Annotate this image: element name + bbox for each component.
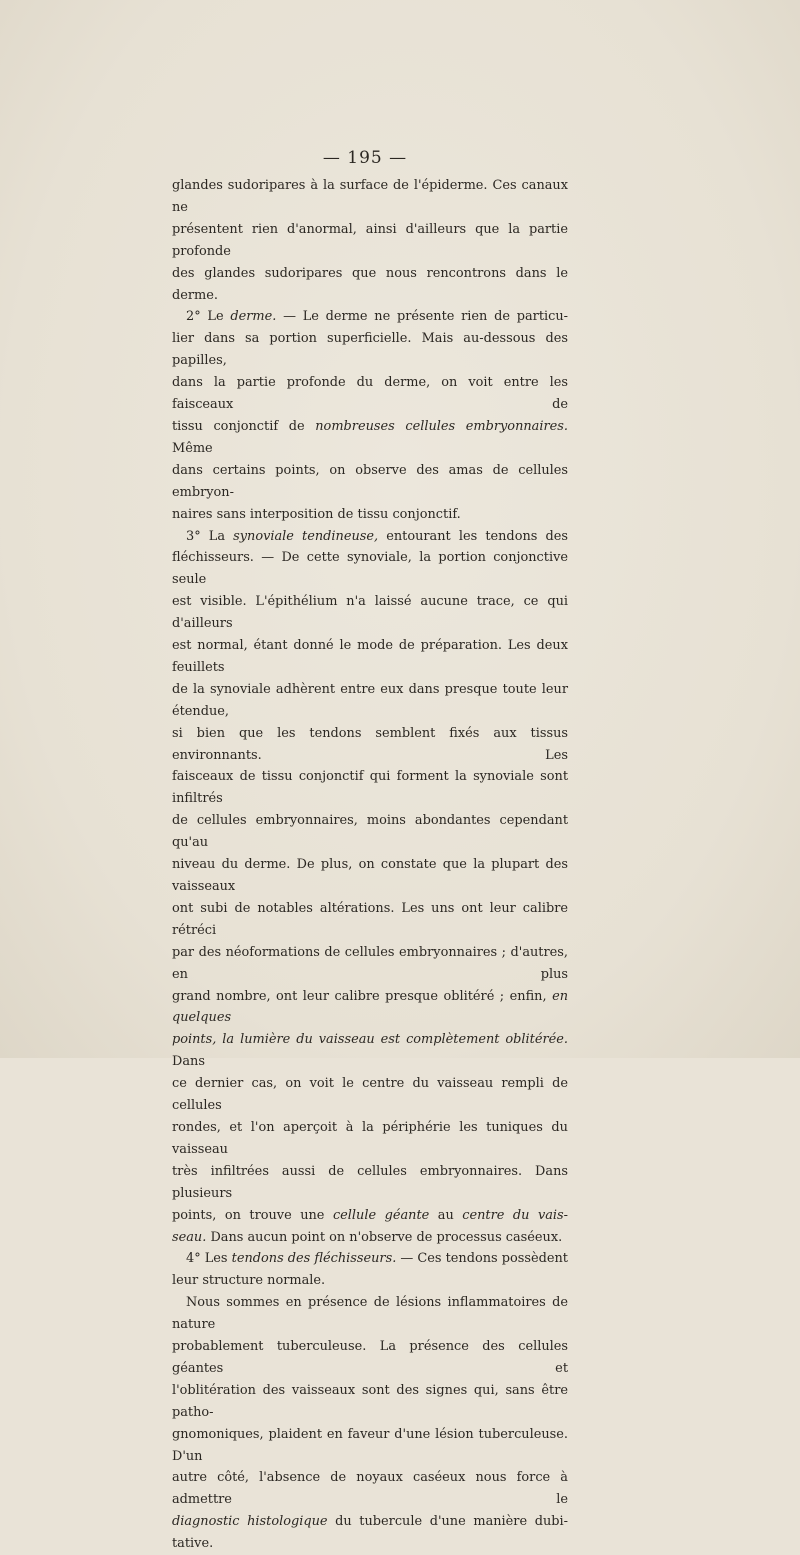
text-run: leur structure normale.	[172, 1273, 326, 1289]
text-run: Même	[172, 440, 213, 456]
text-run: tissu conjonctif de	[172, 418, 316, 434]
text-run: lier dans sa portion superficielle. Mais au-dessous des papilles,	[172, 331, 568, 369]
text-line	[172, 986, 568, 1030]
text-run: par des néoformations de cellules embryonnaires ; d'autres, en plus	[172, 944, 568, 982]
text-run: 3° La	[186, 528, 234, 544]
text-run: 2° Le	[186, 309, 231, 325]
text-run: dans certains points, on observe des amas de cellules embryon-	[172, 462, 568, 500]
text-run: Nous sommes en présence de lésions inflammatoires de nature	[172, 1295, 568, 1333]
text-line	[172, 1227, 568, 1249]
text-run: de cellules embryonnaires, moins abondantes cependant qu'au	[172, 813, 568, 851]
text-line	[172, 810, 568, 854]
text-run: 4° Les	[186, 1251, 232, 1267]
text-run: faisceaux de tissu conjonctif qui forment la synoviale sont infiltrés	[172, 769, 568, 807]
text-run: présentent rien d'anormal, ainsi d'ailleurs que la partie profonde	[172, 221, 568, 259]
text-line	[172, 1205, 568, 1227]
text-run: autre côté, l'absence de noyaux caséeux nous force à admettre le	[172, 1470, 568, 1508]
text-run: l'oblitération des vaisseaux sont des signes qui, sans être patho-	[172, 1382, 568, 1420]
text-line	[172, 591, 568, 635]
italic-text: synoviale tendineuse,	[233, 528, 379, 544]
text-line	[172, 1073, 568, 1117]
text-run: gnomoniques, plaident en faveur d'une lésion tuberculeuse. D'un	[172, 1426, 568, 1464]
text-run: dans la partie profonde du derme, on voit entre les faisceaux de	[172, 375, 568, 413]
text-line	[172, 1270, 568, 1292]
text-run: naires sans interposition de tissu conjonctif.	[172, 506, 461, 522]
text-line	[172, 1467, 568, 1511]
text-run: niveau du derme. De plus, on constate que la plupart des vaisseaux	[172, 857, 568, 894]
text-line	[172, 175, 568, 219]
text-line	[172, 1511, 568, 1533]
italic-text: centre du vais-	[462, 1207, 568, 1223]
text-run: très infiltrées aussi de cellules embryonnaires. Dans plusieurs	[172, 1163, 568, 1201]
text-line	[172, 1117, 568, 1161]
text-run: du tubercule d'une manière dubi-	[327, 1514, 568, 1530]
text-run: entourant les tendons des	[378, 528, 568, 544]
italic-text: tendons des fléchisseurs.	[231, 1251, 397, 1267]
text-run: Dans aucun point on n'observe de processus caséeux.	[206, 1229, 563, 1245]
text-run: ce dernier cas, on voit le centre du vaisseau rempli de cellules	[172, 1076, 568, 1114]
text-line	[172, 547, 568, 591]
text-run: au	[429, 1207, 463, 1223]
text-line	[172, 1161, 568, 1205]
text-line	[172, 635, 568, 679]
text-line	[172, 460, 568, 504]
text-line	[172, 1336, 568, 1380]
text-run: — Le derme ne présente rien de particu-	[276, 309, 569, 325]
italic-text: cellule géante	[332, 1207, 430, 1223]
text-line	[172, 306, 568, 328]
text-run: de la synoviale adhèrent entre eux dans presque toute leur étendue,	[172, 681, 568, 719]
text-line	[172, 1292, 568, 1336]
text-line	[172, 723, 568, 767]
text-run: ont subi de notables altérations. Les uns ont leur calibre rétréci	[172, 900, 568, 938]
italic-text: seau.	[172, 1229, 207, 1245]
text-run: grand nombre, ont leur calibre presque oblitéré ; enfin,	[172, 988, 553, 1004]
text-line	[172, 219, 568, 263]
text-line	[172, 372, 568, 416]
text-line	[172, 679, 568, 723]
text-run: points, on trouve une	[172, 1207, 333, 1223]
italic-text: en quelques	[172, 988, 568, 1026]
italic-text: points, la lumière du vaisseau est complètement oblitérée.	[172, 1032, 568, 1048]
text-line	[172, 504, 568, 526]
text-run: est visible. L'épithélium n'a laissé aucune trace, ce qui d'ailleurs	[172, 594, 568, 632]
text-line	[172, 416, 568, 460]
italic-text: derme.	[230, 309, 277, 325]
text-run: rondes, et l'on aperçoit à la périphérie les tuniques du vaisseau	[172, 1119, 568, 1157]
text-run: tative.	[172, 1536, 214, 1552]
text-run: fléchisseurs. — De cette synoviale, la portion conjonctive seule	[172, 550, 568, 588]
text-run: des glandes sudoripares que nous rencontrons dans le derme.	[172, 265, 568, 303]
text-run: probablement tuberculeuse. La présence des cellules géantes et	[172, 1339, 568, 1376]
text-line	[172, 1380, 568, 1424]
text-line	[172, 854, 568, 898]
text-line	[172, 328, 568, 372]
text-line	[172, 1533, 568, 1555]
text-line	[172, 526, 568, 548]
text-run: — Ces tendons possèdent	[396, 1251, 568, 1267]
text-line	[172, 766, 568, 810]
text-line	[172, 263, 568, 307]
text-line	[172, 1424, 568, 1468]
body-text	[172, 175, 568, 1555]
italic-text: diagnostic histologique	[172, 1514, 328, 1530]
text-line	[172, 1029, 568, 1073]
text-run: si bien que les tendons semblent fixés aux tissus environnants. Les	[172, 725, 568, 763]
text-run: glandes sudoripares à la surface de l'épiderme. Ces canaux ne	[172, 178, 568, 215]
page-number: — 195 —	[322, 148, 408, 168]
text-run: Dans	[172, 1054, 205, 1070]
text-line	[172, 898, 568, 942]
text-line	[172, 1248, 568, 1270]
text-run: est normal, étant donné le mode de préparation. Les deux feuillets	[172, 638, 568, 675]
italic-text: nombreuses cellules embryonnaires.	[315, 418, 568, 434]
text-line	[172, 942, 568, 986]
